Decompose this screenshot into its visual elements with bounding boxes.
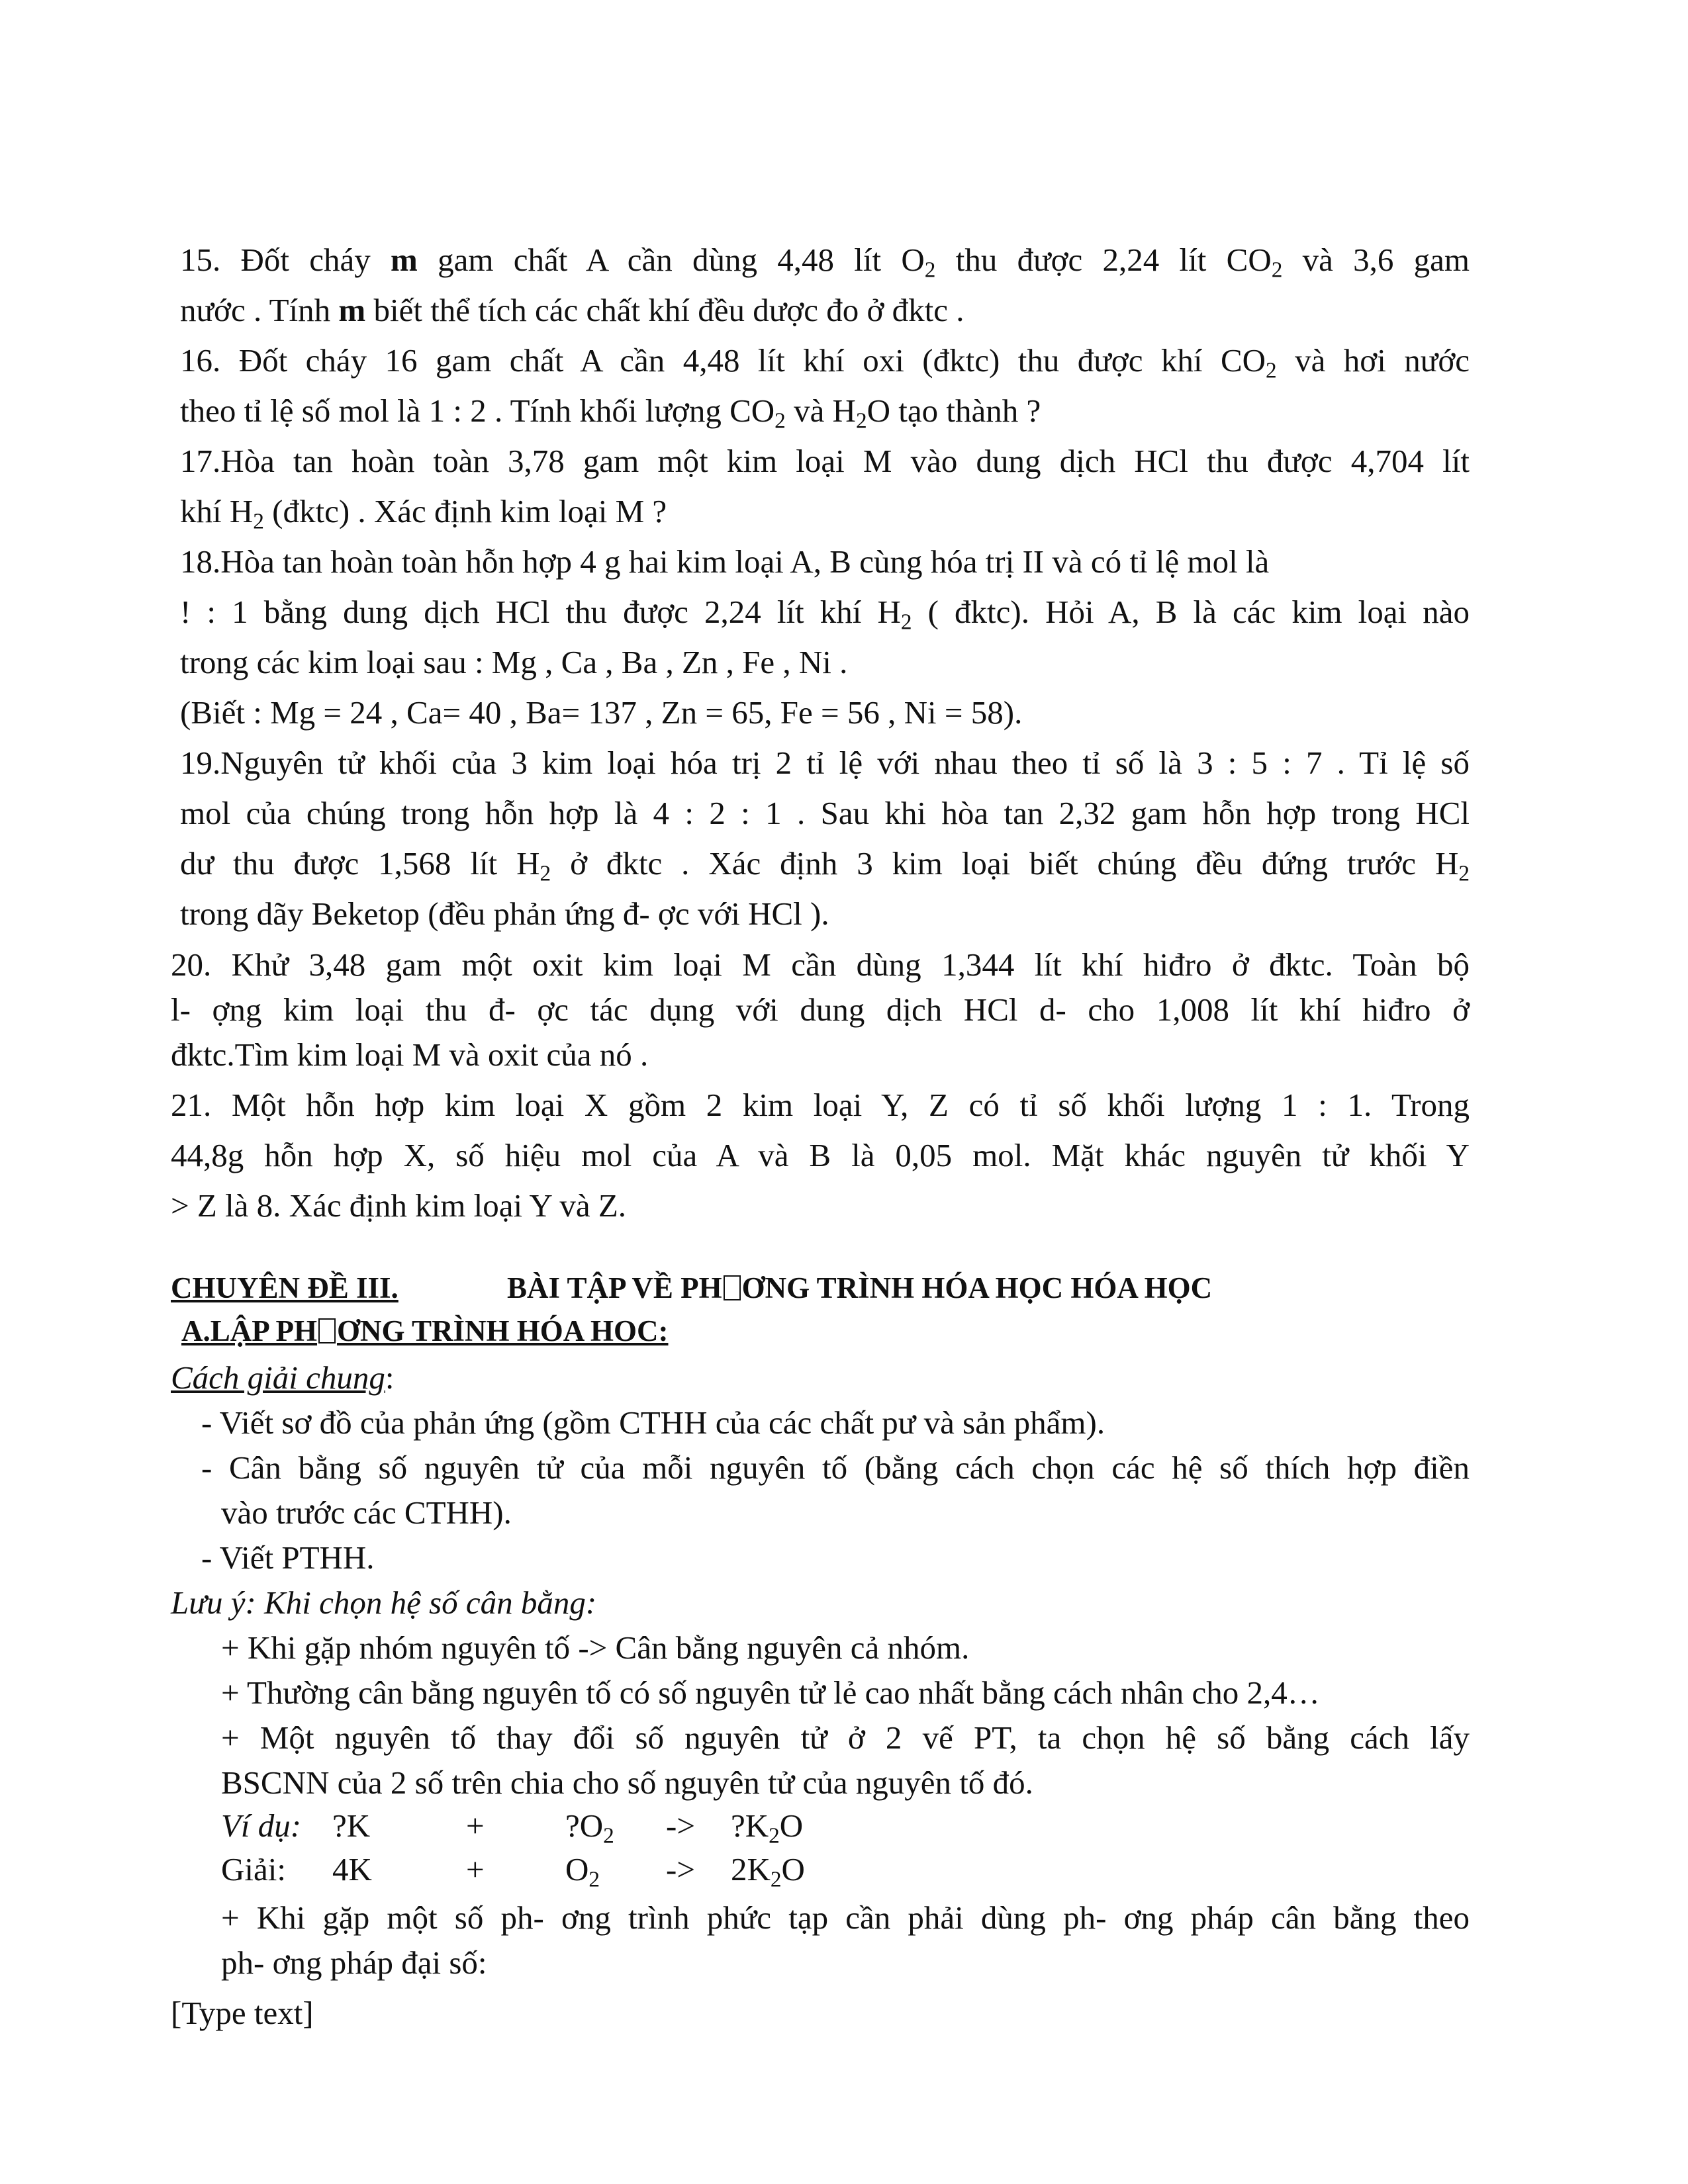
problem-21-line-3: > Z là 8. Xác định kim loại Y và Z. xyxy=(171,1187,627,1224)
note-complex xyxy=(221,1895,1470,1985)
problem-17 xyxy=(180,436,1470,537)
example-arrow: -> xyxy=(666,1807,695,1844)
problem-18 xyxy=(180,537,1470,738)
problem-19-line-4: trong dãy Beketop (đều phản ứng đ- ợc với HCl ). xyxy=(180,895,829,932)
problem-19 xyxy=(180,738,1470,939)
method-step-2: - Cân bằng số nguyên tử của mỗi nguyên tố (bằng cách chọn các hệ số thích hợp điền xyxy=(201,1449,1470,1486)
note-item-1: + Khi gặp nhóm nguyên tố -> Cân bằng nguyên cả nhóm. xyxy=(221,1629,970,1666)
problem-16 xyxy=(180,336,1470,436)
problem-21-line-2: 44,8g hỗn hợp X, số hiệu mol của A và B là 0,05 mol. Mặt khác nguyên tử khối Y xyxy=(171,1137,1470,1173)
problem-20 xyxy=(171,942,1470,1077)
example-reactant-1: ?K xyxy=(332,1807,371,1844)
missing-glyph-icon xyxy=(318,1318,336,1343)
note-item-3-cont: BSCNN của 2 số trên chia cho số nguyên tử của nguyên tố đó. xyxy=(221,1764,1033,1801)
note-item-2: + Thường cân bằng nguyên tố có số nguyên tử lẻ cao nhất bằng cách nhân cho 2,4… xyxy=(221,1674,1320,1711)
problem-18-line-3: trong các kim loại sau : Mg , Ca , Ba , Zn , Fe , Ni . xyxy=(180,644,848,680)
solution-arrow: -> xyxy=(666,1851,695,1888)
note-items xyxy=(221,1625,1470,1805)
missing-glyph-icon xyxy=(724,1275,741,1300)
method-heading: Cách giải chung: xyxy=(171,1359,395,1396)
problem-17-line-2: khí $H_2$ (đktc) . Xác định kim loại M ? xyxy=(180,493,667,534)
note-complex-line-1: + Khi gặp một số ph- ơng trình phức tạp cần phải dùng ph- ơng pháp cân bằng theo xyxy=(221,1899,1470,1936)
example-label: Ví dụ: xyxy=(221,1807,302,1844)
problem-18-line-1: 18.Hòa tan hoàn toàn hỗn hợp 4 g hai kim loại A, B cùng hóa trị II và có tỉ lệ mol là xyxy=(180,543,1270,580)
problem-19-line-2: mol của chúng trong hỗn hợp là 4 : 2 : 1 . Sau khi hòa tan 2,32 gam hỗn hợp trong HCl xyxy=(180,795,1470,831)
solution-row xyxy=(221,1850,1015,1895)
footer-placeholder[interactable]: [Type text] xyxy=(171,1995,314,2031)
chapter-label: CHUYÊN ĐỀ III. xyxy=(171,1271,399,1304)
problem-21-line-1: 21. Một hỗn hợp kim loại X gồm 2 kim loại Y, Z có tỉ số khối lượng 1 : 1. Trong xyxy=(171,1087,1470,1123)
solution-plus: + xyxy=(466,1851,485,1888)
problem-20-line-3: đktc.Tìm kim loại M và oxit của nó . xyxy=(171,1036,649,1073)
problem-15-line-2: nước . Tính m biết thể tích các chất khí đều dược đo ở đktc . xyxy=(180,292,964,328)
problem-20-line-1: 20. Khử 3,48 gam một oxit kim loại M cần dùng 1,344 lít khí hiđro ở đktc. Toàn bộ xyxy=(171,946,1470,983)
solution-reactant-2: $O_2$ xyxy=(565,1851,600,1892)
method-step-2-cont: vào trước các CTHH). xyxy=(221,1494,512,1531)
method-steps xyxy=(201,1400,1470,1580)
example-row xyxy=(221,1807,1015,1852)
problem-20-line-2: l- ợng kim loại thu đ- ợc tác dụng với dung dịch HCl d- cho 1,008 lít khí hiđro ở xyxy=(171,991,1470,1028)
solution-label: Giải: xyxy=(221,1851,286,1888)
problem-15-line-1: 15. Đốt cháy m gam chất A cần dùng 4,48 lít $O_2$ thu được 2,24 lít $CO_2$ và 3,6 gam xyxy=(180,242,1470,283)
problem-21 xyxy=(171,1080,1470,1231)
solution-reactant-1: 4K xyxy=(332,1851,372,1888)
problem-19-line-3: dư thu được 1,568 lít $H_2$ ở đktc . Xác định 3 kim loại biết chúng đều đứng trước $H_2$ xyxy=(180,845,1470,886)
problem-16-line-2: theo tỉ lệ số mol là 1 : 2 . Tính khối lượng $CO_2$ và $H_2O$ tạo thành ? xyxy=(180,392,1041,433)
method-block xyxy=(171,1355,1470,1400)
note-complex-line-2: ph- ơng pháp đại số: xyxy=(221,1944,487,1981)
chapter-heading xyxy=(171,1271,399,1305)
method-step-1: - Viết sơ đồ của phản ứng (gồm CTHH của các chất pư và sản phẩm). xyxy=(201,1404,1105,1441)
problem-17-line-1: 17.Hòa tan hoàn toàn 3,78 gam một kim loại M vào dung dịch HCl thu được 4,704 lít xyxy=(180,443,1470,479)
example-plus: + xyxy=(466,1807,485,1844)
problem-18-line-4: (Biết : Mg = 24 , Ca= 40 , Ba= 137 , Zn = 65, Fe = 56 , Ni = 58). xyxy=(180,694,1023,731)
note-item-3: + Một nguyên tố thay đổi số nguyên tử ở 2 vế PT, ta chọn hệ số bằng cách lấy xyxy=(221,1719,1470,1756)
problem-15 xyxy=(180,235,1470,336)
problem-18-line-2: ! : 1 bằng dung dịch HCl thu được 2,24 lít khí $H_2$ ( đktc). Hỏi A, B là các kim loại nào xyxy=(180,594,1470,635)
problem-19-line-1: 19.Nguyên tử khối của 3 kim loại hóa trị 2 tỉ lệ với nhau theo tỉ số là 3 : 5 : 7 . Tỉ lệ số xyxy=(180,745,1470,781)
note-heading: Lưu ý: Khi chọn hệ số cân bằng: xyxy=(171,1584,597,1621)
solution-product: $2K_2O$ xyxy=(731,1851,805,1892)
section-a-heading: A.LẬP PH ƠNG TRÌNH HÓA HOC: xyxy=(181,1314,669,1347)
method-step-3: - Viết PTHH. xyxy=(201,1539,375,1576)
example-product: $?K_2O$ xyxy=(731,1807,804,1848)
problem-16-line-1: 16. Đốt cháy 16 gam chất A cần 4,48 lít khí oxi (đktc) thu được khí $CO_2$ và hơi nước xyxy=(180,342,1470,383)
example-reactant-2: $?O_2$ xyxy=(565,1807,614,1848)
chapter-title: BÀI TẬP VỀ PH ƠNG TRÌNH HÓA HỌC HÓA HỌC xyxy=(507,1271,1213,1304)
